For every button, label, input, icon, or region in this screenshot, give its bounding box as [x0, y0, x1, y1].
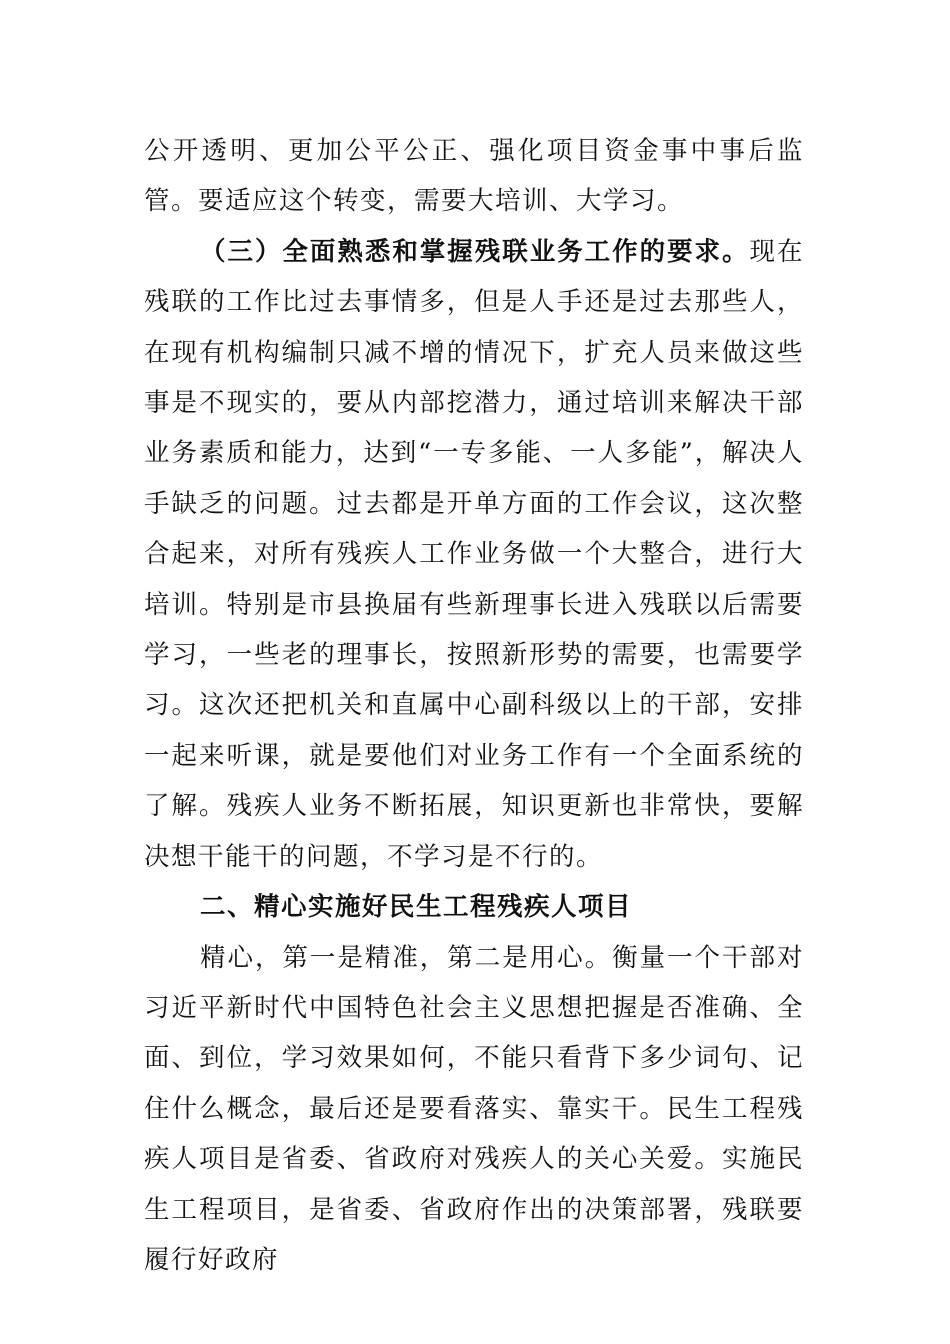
paragraph-precise-implementation: 精心，第一是精准，第二是用心。衡量一个干部对习近平新时代中国特色社会主义思想把握是否准确、全面、到位，学习效果如何，不能只看背下多少词句、记住什么概念，最后还是要看落实、靠实干。民生工程残疾人项目是省委、省政府对残疾人的关心关爱。实施民生工程项目，是省委、省政府作出的决策部署，残联要履行好政府 [144, 942, 804, 1275]
section-three-heading: （三）全面熟悉和掌握残联业务工作的要求。 [200, 236, 750, 267]
document-body [144, 126, 804, 1285]
section-three-body: 现在残联的工作比过去事情多，但是人手还是过去那些人，在现有机构编制只减不增的情况下，扩充人员来做这些事是不现实的，要从内部挖潜力，通过培训来解决干部业务素质和能力，达到“一专多能、一人多能”，解决人手缺乏的问题。过去都是开单方面的工作会议，这次整合起来，对所有残疾人工作业务做一个大整合，进行大培训。特别是市县换届有些新理事长进入残联以后需要学习，一些老的理事长，按照新形势的需要，也需要学习。这次还把机关和直属中心副科级以上的干部，安排一起来听课，就是要他们对业务工作有一个全面系统的了解。残疾人业务不断拓展，知识更新也非常快，要解决想干能干的问题，不学习是不行的。 [144, 236, 804, 872]
section-two-heading: 二、精心实施好民生工程残疾人项目 [200, 892, 633, 923]
paragraph-continuation: 公开透明、更加公平公正、强化项目资金事中事后监管。要适应这个转变，需要大培训、大学习。 [144, 136, 804, 217]
paragraph-section-three [144, 227, 804, 882]
